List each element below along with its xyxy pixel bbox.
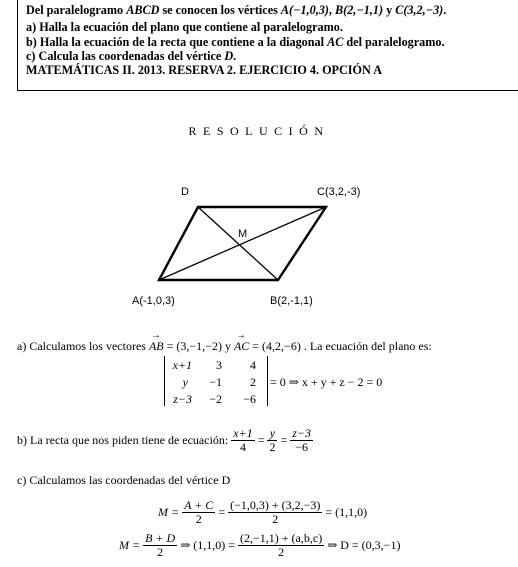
label-a: A(-1,0,3) (132, 295, 175, 307)
fraction-numerator: A + C (184, 498, 214, 512)
statement-text: Del paralelogramo (26, 3, 127, 17)
diagonal-name: AC (327, 35, 344, 49)
vector-arrow-icon: → (235, 330, 246, 341)
part-c-statement: c) Calculamos las coordenadas del vértice D (17, 473, 231, 487)
vertex-d-equation (119, 532, 400, 559)
item-b-text: b) Halla la ecuación de la recta que contiene a la diagonal (26, 35, 328, 49)
fraction-numerator: z−3 (292, 426, 312, 440)
plane-equation: = 0 ⇒ x + y + z − 2 = 0 (270, 375, 383, 389)
diagonal-db (198, 207, 278, 280)
equals-sign: = (257, 433, 265, 447)
parallelogram-figure (120, 180, 380, 315)
vector-ab-name: AB (148, 339, 164, 353)
part-a-text: a) Calculamos los vectores (17, 339, 149, 353)
label-c: C(3,2,-3) (317, 186, 361, 198)
label-m: M (238, 228, 248, 240)
vertex-c: C(3,2,−3) (395, 3, 444, 17)
fraction-numerator: y (267, 427, 277, 441)
fraction-denominator: 2 (269, 440, 276, 454)
part-b-statement (17, 427, 313, 454)
fraction-denominator: 2 (157, 545, 164, 559)
fraction (267, 427, 277, 454)
item-c-text: c) Calcula las coordenadas del vértice (26, 49, 225, 63)
midpoint-result: = (1,1,0) (325, 505, 368, 519)
vector-ac-value: = (4,2,−6) (249, 339, 301, 353)
det-cell: −1 (209, 375, 222, 389)
fraction (182, 499, 215, 526)
det-cell: y (182, 375, 188, 389)
statement-text: y (383, 3, 396, 17)
label-d: D (181, 186, 189, 198)
item-b-text: del paralelogramo. (343, 35, 445, 49)
det-cell: 4 (250, 358, 256, 372)
det-cell: −6 (243, 392, 256, 406)
label-b: B(2,-1,1) (270, 295, 313, 307)
item-c-text: . (233, 49, 237, 63)
fraction-numerator: B + D (145, 531, 176, 545)
fraction (228, 499, 322, 526)
fraction (231, 427, 254, 454)
fraction-denominator: 4 (239, 440, 246, 454)
fraction-denominator: 2 (278, 545, 285, 559)
resolution-title: RESOLUCIÓN (188, 124, 330, 138)
fraction (238, 532, 324, 559)
equals-sign: = (280, 433, 288, 447)
vertex-d-result: ⇒ D = (0,3,−1) (327, 538, 401, 552)
vector-ab (148, 330, 164, 353)
exam-source: MATEMÁTICAS II. 2013. RESERVA 2. EJERCICIO 4. OPCIÓN A (26, 63, 382, 77)
item-c (26, 49, 236, 63)
fraction-numerator: (−1,0,3) + (3,2,−3) (230, 498, 321, 512)
fraction (143, 532, 177, 559)
vertex-b: B(2,−1,1) (335, 3, 384, 17)
part-a-text: y (221, 339, 234, 353)
det-cell: −2 (209, 392, 222, 406)
part-a-statement (17, 330, 432, 354)
statement-text: se conocen los vértices (159, 3, 281, 17)
equals-sign: = (218, 505, 226, 519)
det-cell: 3 (216, 358, 222, 372)
midpoint-lhs: M = (158, 505, 180, 519)
fraction-denominator: 2 (272, 512, 279, 526)
det-cell: x+1 (172, 358, 192, 372)
problem-statement-line1: Del paralelogramo ABCD se conocen los vértices A(−1,0,3), B(2,−1,1) y C(3,2,−3). (26, 3, 447, 17)
vertex-name: D (224, 49, 234, 63)
vector-ac-name: AC (233, 339, 250, 353)
fraction-numerator: x+1 (233, 426, 253, 440)
part-a-text: . La ecuación del plano es: (300, 339, 432, 353)
det-cell: 2 (250, 375, 256, 389)
vector-ab-value: = (3,−1,−2) (163, 339, 222, 353)
item-a: a) Halla la ecuación del plano que contiene al paralelogramo. (26, 20, 343, 34)
figure-name: ABCD (126, 3, 160, 17)
fraction-denominator: −6 (295, 440, 309, 454)
item-b (26, 35, 445, 49)
part-b-text: b) La recta que nos piden tiene de ecuación: (17, 433, 232, 447)
fraction-numerator: (2,−1,1) + (a,b,c) (240, 531, 323, 545)
fraction (290, 427, 313, 454)
vertex-d-lhs: M = (119, 538, 141, 552)
implies-expression: ⇒ (1,1,0) = (180, 538, 236, 552)
det-cell: z−3 (173, 392, 192, 406)
statement-text: . (443, 3, 447, 17)
fraction-denominator: 2 (195, 512, 202, 526)
vector-arrow-icon: → (150, 330, 161, 341)
midpoint-equation (158, 499, 367, 526)
vertex-a: A(−1,0,3) (280, 3, 329, 17)
vector-ac (233, 330, 250, 353)
